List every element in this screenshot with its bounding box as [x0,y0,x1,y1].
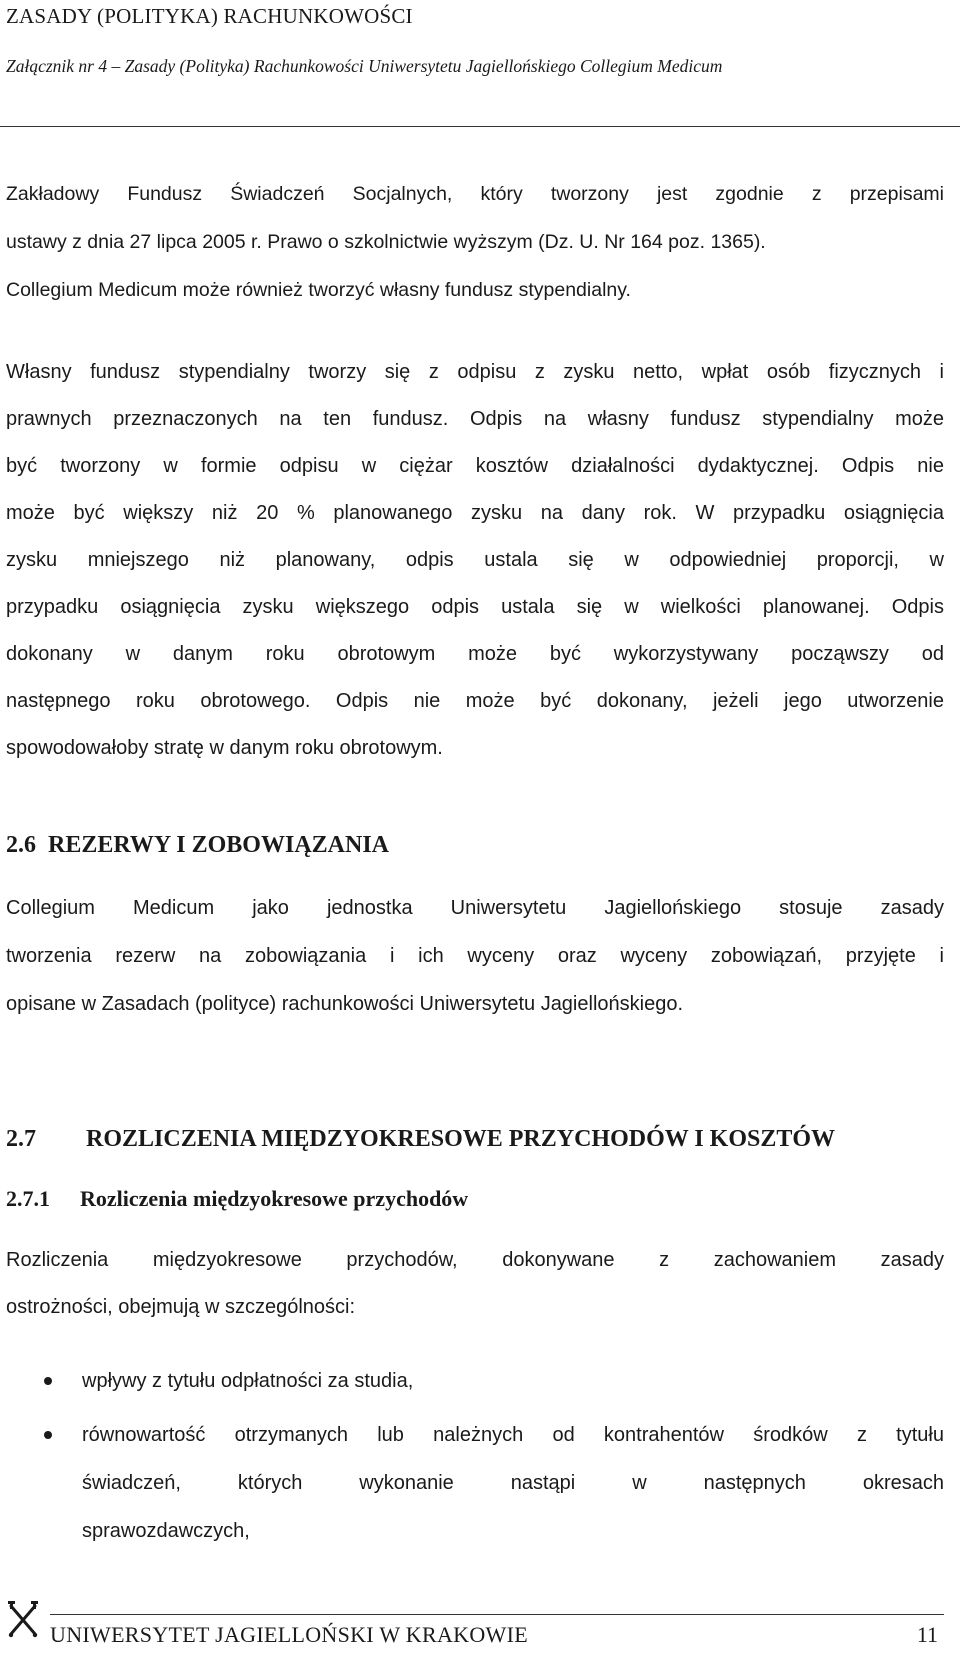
section-number: 2.6 [6,832,36,858]
section-number: 2.7 [6,1126,36,1152]
paragraph-line: opisane w Zasadach (polityce) rachunkowości Uniwersytetu Jagiellońskiego. [6,993,684,1015]
paragraph-line: ostrożności, obejmują w szczególności: [6,1296,356,1318]
paragraph-line: ustawy z dnia 27 lipca 2005 r. Prawo o szkolnictwie wyższym (Dz. U. Nr 164 poz. 1365). [6,231,766,253]
paragraph-line: może być większy niż 20 % planowanego zysku na dany rok. W przypadku osiągnięcia [6,502,944,524]
bullet-icon [44,1377,52,1385]
bullet-icon [44,1431,52,1439]
paragraph-line: Collegium Medicum może również tworzyć własny fundusz stypendialny. [6,279,631,301]
section-heading-2-6 [6,832,389,859]
paragraph-line: Collegium Medicum jako jednostka Uniwersytetu Jagiellońskiego stosuje zasady [6,897,944,919]
paragraph-line: prawnych przeznaczonych na ten fundusz. Odpis na własny fundusz stypendialny może [6,408,944,430]
list-item-continuation: świadczeń, których wykonanie nastąpi w następnych okresach [82,1472,944,1494]
footer-divider [50,1614,944,1615]
section-heading-2-7-1 [6,1186,468,1212]
document-subtitle: Załącznik nr 4 – Zasady (Polityka) Rachunkowości Uniwersytetu Jagiellońskiego Collegium Medicum [6,56,723,76]
section-title: Rozliczenia międzyokresowe przychodów [80,1186,469,1211]
footer-university-name: UNIWERSYTET JAGIELLOŃSKI W KRAKOWIE [50,1622,528,1647]
section-heading-2-7 [6,1126,944,1153]
list-item: wpływy z tytułu odpłatności za studia, [82,1370,414,1392]
header-divider [0,126,960,127]
paragraph-line: spowodowałoby stratę w danym roku obrotowym. [6,737,443,759]
paragraph-line: przypadku osiągnięcia zysku większego odpis ustala się w wielkości planowanej. Odpis [6,596,944,618]
list-item-continuation: sprawozdawczych, [82,1520,250,1542]
page-number: 11 [916,1622,938,1647]
jagiellonian-logo-icon [6,1598,40,1638]
paragraph-line: tworzenia rezerw na zobowiązania i ich wyceny oraz wyceny zobowiązań, przyjęte i [6,945,944,967]
document-title: ZASADY (POLITYKA) RACHUNKOWOŚCI [6,4,413,28]
paragraph-line: Własny fundusz stypendialny tworzy się z odpisu z zysku netto, wpłat osób fizycznych i [6,361,944,383]
paragraph-line: być tworzony w formie odpisu w ciężar kosztów działalności dydaktycznej. Odpis nie [6,455,944,477]
paragraph-line: Rozliczenia międzyokresowe przychodów, dokonywane z zachowaniem zasady [6,1249,944,1271]
section-number: 2.7.1 [6,1186,50,1211]
paragraph-line: dokonany w danym roku obrotowym może być wykorzystywany począwszy od [6,643,944,665]
list-item: równowartość otrzymanych lub należnych od kontrahentów środków z tytułu [82,1424,944,1446]
paragraph-line: Zakładowy Fundusz Świadczeń Socjalnych, który tworzony jest zgodnie z przepisami [6,183,944,205]
paragraph-line: zysku mniejszego niż planowany, odpis ustala się w odpowiedniej proporcji, w [6,549,944,571]
section-title: REZERWY I ZOBOWIĄZANIA [48,832,389,858]
paragraph-line: następnego roku obrotowego. Odpis nie może być dokonany, jeżeli jego utworzenie [6,690,944,712]
section-title: ROZLICZENIA MIĘDZYOKRESOWE PRZYCHODÓW I KOSZTÓW [86,1126,836,1152]
